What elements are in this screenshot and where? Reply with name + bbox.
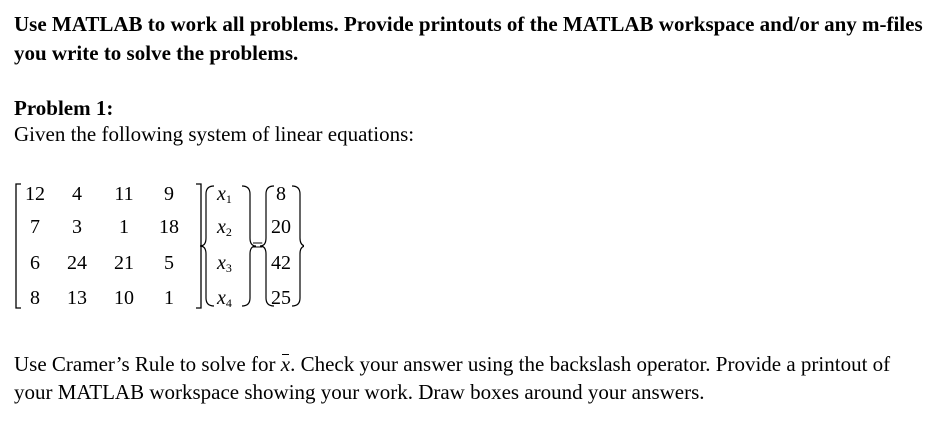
rhs-value: 8	[276, 183, 286, 205]
matrix-cell: 5	[164, 252, 174, 274]
problem-title: Problem 1:	[14, 96, 114, 120]
matrix-cell: 4	[72, 183, 82, 205]
unknowns-left-brace	[200, 186, 214, 306]
matrix-cell: 13	[67, 287, 87, 309]
matrix-cell: 9	[164, 183, 174, 205]
rhs-value: 25	[271, 287, 291, 309]
linear-system-equation	[14, 180, 304, 312]
equals-sign: =	[252, 235, 264, 257]
matrix-cell: 1	[119, 216, 129, 238]
unknown-x3: $x_3$	[217, 252, 232, 275]
matrix-cell: 6	[30, 252, 40, 274]
rhs-value: 20	[271, 216, 291, 238]
x-vector-symbol: x	[280, 352, 291, 376]
matrix-cell: 1	[164, 287, 174, 309]
rhs-value: 42	[271, 252, 291, 274]
matrix-cell: 21	[114, 252, 134, 274]
unknown-x4: $x_4$	[217, 287, 232, 310]
problem-intro: Given the following system of linear equations:	[14, 122, 415, 146]
matrix-cell: 10	[114, 287, 134, 309]
matrix-cell: 3	[72, 216, 82, 238]
task-instructions	[14, 350, 929, 406]
matrix-cell: 24	[67, 252, 87, 274]
matrix-cell: 8	[30, 287, 40, 309]
task-text-before: Use Cramer’s Rule to solve for	[14, 352, 281, 376]
matrix-cell: 11	[114, 183, 134, 205]
matrix-cell: 18	[159, 216, 179, 238]
assignment-heading: Use MATLAB to work all problems. Provide printouts of the MATLAB workspace and/or any m-files you write to solve the problems.	[14, 12, 923, 65]
task-text-after: . Check your answer using the backslash operator. Provide a printout of your MATLAB workspace showing your work. Draw boxes around your answers.	[14, 352, 891, 404]
matrix-cell: 12	[25, 183, 45, 205]
unknown-x1: $x_1$	[217, 183, 232, 206]
matrix-cell: 7	[30, 216, 40, 238]
unknown-x2: $x_2$	[217, 216, 232, 239]
